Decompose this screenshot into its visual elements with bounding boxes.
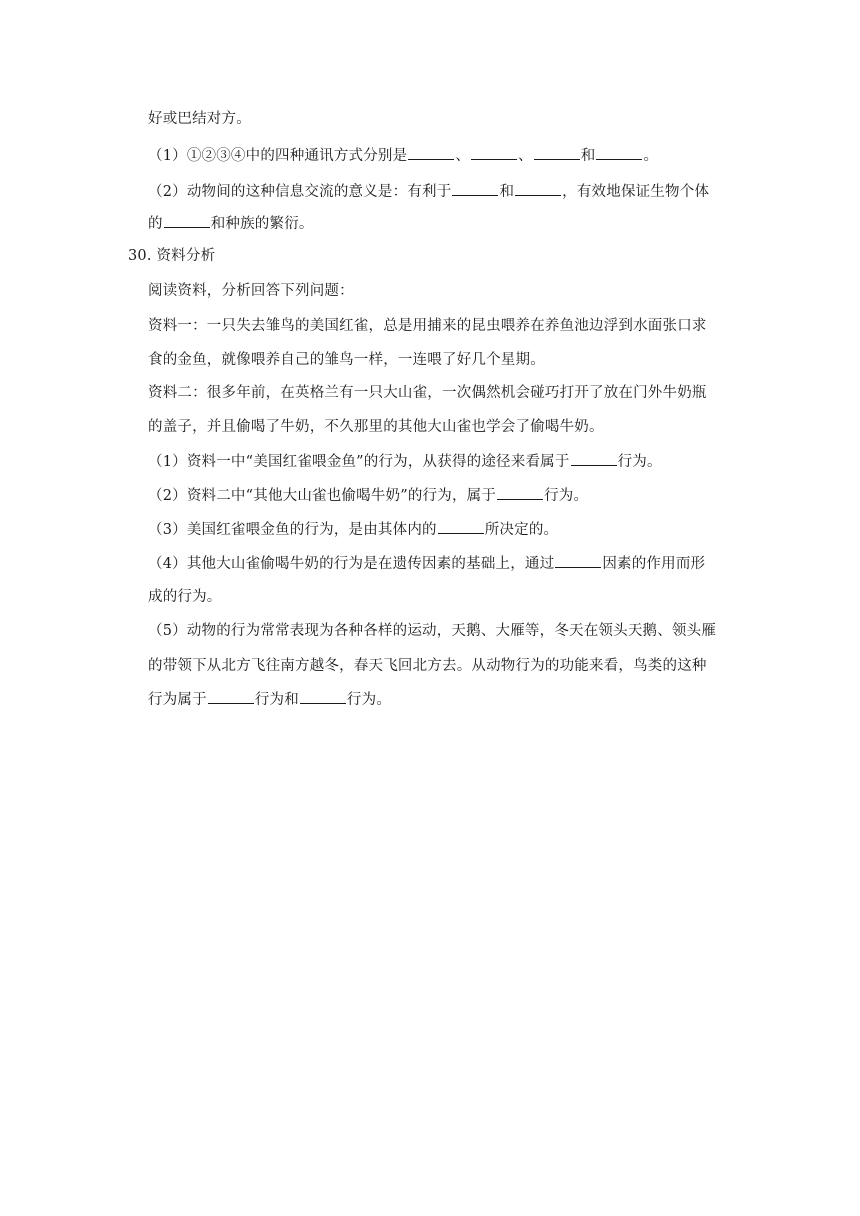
question-title: 资料分析 xyxy=(156,248,216,264)
q30-subquestion-3: （3）美国红雀喂金鱼的行为，是由其体内的 所决定的。 xyxy=(148,519,558,540)
answer-blank[interactable] xyxy=(571,451,617,466)
q30-subquestion-2: （2）资料二中“其他大山雀也偷喝牛奶”的行为，属于 行为。 xyxy=(148,485,588,506)
answer-blank[interactable] xyxy=(555,553,601,568)
q30-subquestion-4: （4）其他大山雀偷喝牛奶的行为是在遗传因素的基础上，通过 因素的作用而形 xyxy=(148,553,705,574)
question-30-intro: 阅读资料，分析回答下列问题： xyxy=(148,283,354,299)
q30-subquestion-4-line2: 成的行为。 xyxy=(148,589,222,605)
answer-blank[interactable] xyxy=(515,181,561,196)
answer-blank[interactable] xyxy=(596,145,642,160)
continuation-line: 好或巴结对方。 xyxy=(148,111,251,127)
answer-blank[interactable] xyxy=(164,213,210,228)
material-1-line2: 食的金鱼，就像喂养自己的雏鸟一样，一连喂了好几个星期。 xyxy=(148,352,545,368)
answer-blank[interactable] xyxy=(208,689,254,704)
prev-subquestion-1: （1）①②③④中的四种通讯方式分别是 、 、 和 。 xyxy=(148,145,658,166)
prev-subquestion-2-line2: 的 和种族的繁衍。 xyxy=(148,213,314,234)
material-2-line2: 的盖子，并且偷喝了牛奶，不久那里的其他大山雀也学会了偷喝牛奶。 xyxy=(148,419,604,435)
prev-subquestion-2: （2）动物间的这种信息交流的意义是：有利于 和 ，有效地保证生物个体 xyxy=(148,181,709,202)
q30-subquestion-5-line2: 的带领下从北方飞往南方越冬，春天飞回北方去。从动物行为的功能来看，鸟类的这种 xyxy=(148,658,707,674)
q30-subquestion-5-line3: 行为属于 行为和 行为。 xyxy=(148,689,391,710)
answer-blank[interactable] xyxy=(534,145,580,160)
material-1-line1: 资料一：一只失去雏鸟的美国红雀，总是用捕来的昆虫喂养在养鱼池边浮到水面张口求 xyxy=(148,318,707,334)
answer-blank[interactable] xyxy=(452,181,498,196)
answer-blank[interactable] xyxy=(408,145,454,160)
answer-blank[interactable] xyxy=(300,689,346,704)
material-2-line1: 资料二：很多年前，在英格兰有一只大山雀，一次偶然机会碰巧打开了放在门外牛奶瓶 xyxy=(148,385,707,401)
answer-blank[interactable] xyxy=(471,145,517,160)
question-number: 30. xyxy=(128,248,152,264)
q30-subquestion-1: （1）资料一中“美国红雀喂金鱼”的行为，从获得的途径来看属于 行为。 xyxy=(148,451,662,472)
answer-blank[interactable] xyxy=(497,485,543,500)
answer-blank[interactable] xyxy=(438,519,484,534)
q30-subquestion-5: （5）动物的行为常常表现为各种各样的运动，天鹅、大雁等，冬天在领头天鹅、领头雁 xyxy=(148,623,717,639)
question-30-heading xyxy=(128,246,215,266)
